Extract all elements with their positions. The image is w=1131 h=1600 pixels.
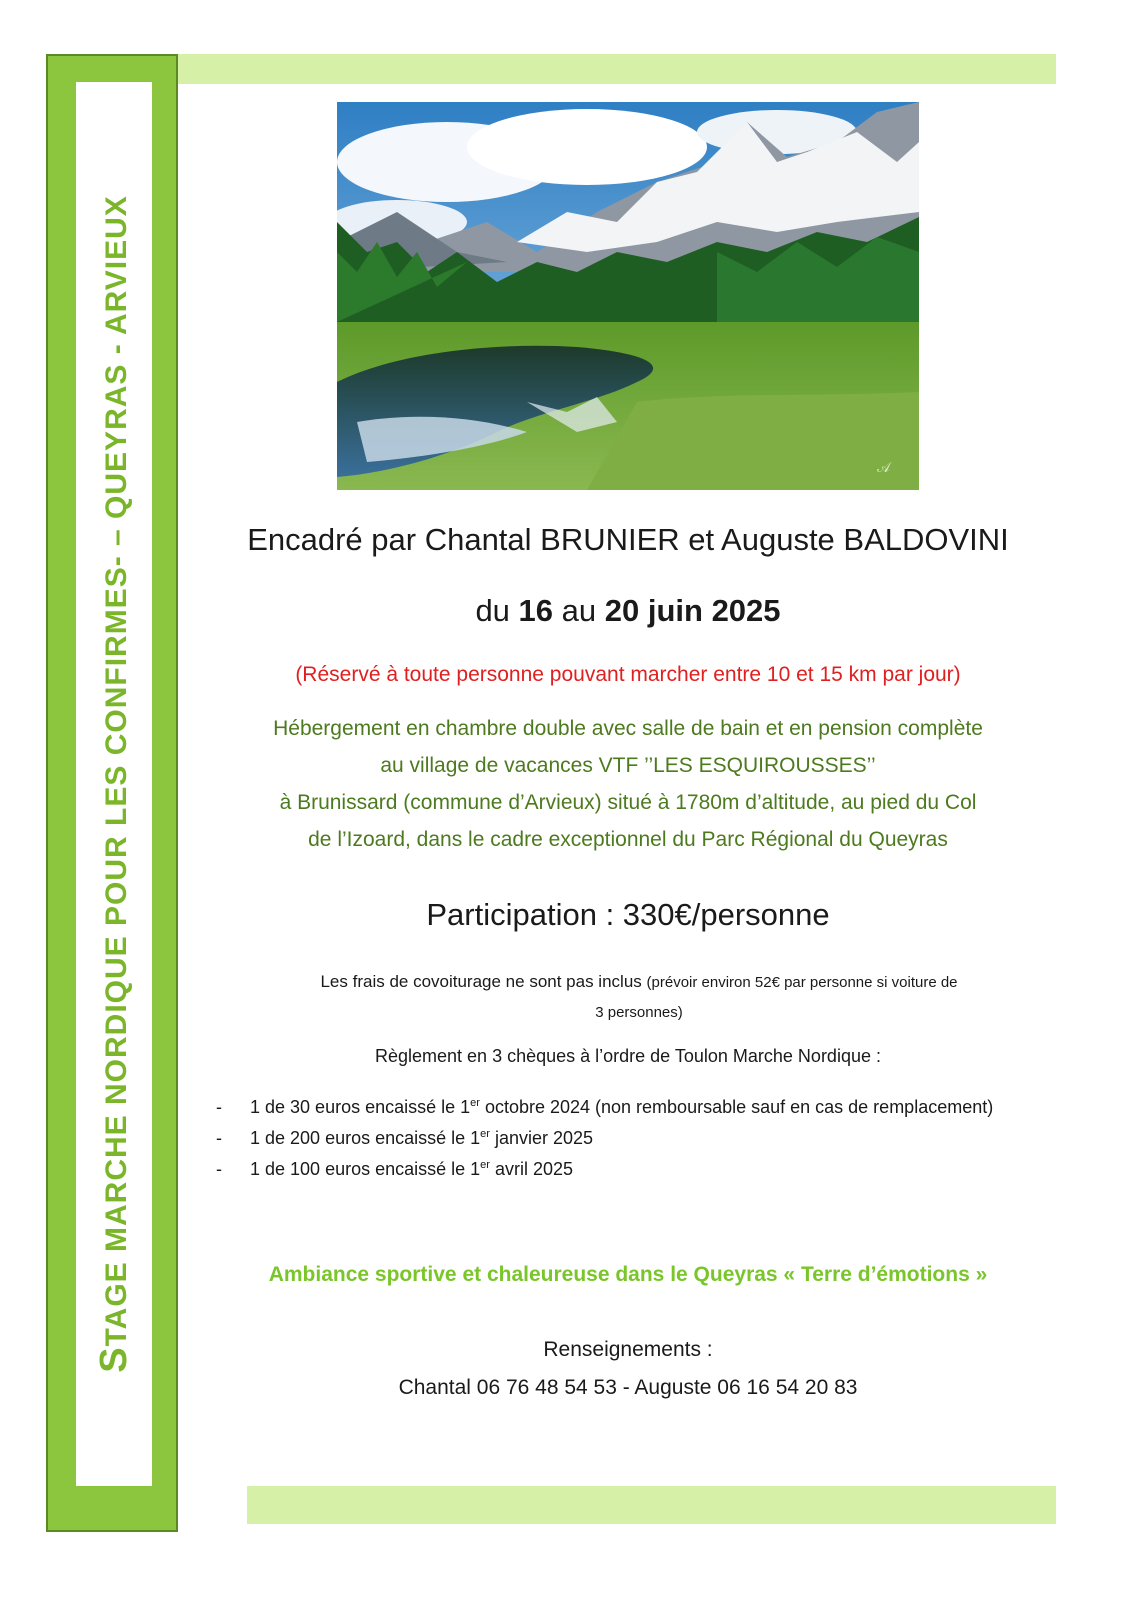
ordinal-suffix: er: [480, 1128, 490, 1140]
top-green-band: [178, 54, 1056, 84]
sidebar-banner: [46, 54, 178, 1532]
lodging-line: de l’Izoard, dans le cadre exceptionnel du Parc Régional du Queyras: [308, 828, 948, 851]
dash-bullet: -: [216, 1128, 222, 1148]
payment-title: Règlement en 3 chèques à l’ordre de Toulon Marche Nordique :: [375, 1046, 881, 1066]
installments-list: [210, 1092, 1056, 1185]
reserved-note: (Réservé à toute personne pouvant marcher entre 10 et 15 km par jour): [295, 663, 961, 686]
carpool-fees: [254, 967, 1024, 1027]
ordinal-suffix: er: [480, 1159, 490, 1171]
event-dates: [200, 593, 1056, 629]
participation-price: Participation : 330€/personne: [426, 897, 830, 932]
installment-text: 1 de 200 euros encaissé le 1: [250, 1128, 481, 1148]
installment-text: octobre 2024 (non remboursable sauf en cas de remplacement): [479, 1097, 994, 1117]
list-item: [210, 1092, 1056, 1123]
installment-text: avril 2025: [489, 1159, 574, 1179]
vertical-title: [76, 82, 152, 1486]
sidebar-inner-panel: [76, 82, 152, 1486]
lodging-description: [200, 710, 1056, 858]
ordinal-suffix: er: [470, 1097, 480, 1109]
installment-text: 1 de 100 euros encaissé le 1: [250, 1159, 481, 1179]
dash-bullet: -: [216, 1097, 222, 1117]
dates-end: 20 juin 2025: [604, 593, 781, 628]
svg-text:𝒜: 𝒜: [877, 461, 891, 476]
lodging-line: au village de vacances VTF ’’LES ESQUIROUSSES’’: [380, 754, 876, 777]
lodging-line: Hébergement en chambre double avec salle de bain et en pension complète: [273, 717, 983, 740]
dates-prefix: du: [475, 593, 510, 628]
contact-phones: Chantal 06 76 48 54 53 - Auguste 06 16 54 20 83: [398, 1376, 858, 1399]
dates-start: 16: [518, 593, 554, 628]
list-item: [210, 1123, 1056, 1154]
lodging-line: à Brunissard (commune d’Arvieux) situé à 1780m d’altitude, au pied du Col: [279, 791, 977, 814]
list-item: [210, 1154, 1056, 1185]
guides-line: Encadré par Chantal BRUNIER et Auguste BALDOVINI: [247, 522, 1009, 557]
bottom-green-band: [247, 1486, 1056, 1524]
fees-note: (prévoir environ 52€ par personne si voiture de: [646, 974, 958, 991]
dash-bullet: -: [216, 1159, 222, 1179]
mountain-lake-photo: [337, 102, 919, 490]
vertical-title-text: TAGE MARCHE NORDIQUE POUR LES CONFIRMES- – QUEYRAS - ARVIEUX: [100, 195, 133, 1347]
installment-text: janvier 2025: [489, 1128, 594, 1148]
dates-mid: au: [561, 593, 597, 628]
info-title: Renseignements :: [543, 1338, 713, 1361]
installment-text: 1 de 30 euros encaissé le 1: [250, 1097, 471, 1117]
fees-main: Les frais de covoiturage ne sont pas inclus: [320, 972, 642, 991]
vertical-title-initial: S: [93, 1346, 135, 1373]
fees-note-continued: 3 personnes): [595, 1004, 683, 1021]
ambiance-slogan: Ambiance sportive et chaleureuse dans le Queyras « Terre d’émotions »: [268, 1263, 988, 1286]
